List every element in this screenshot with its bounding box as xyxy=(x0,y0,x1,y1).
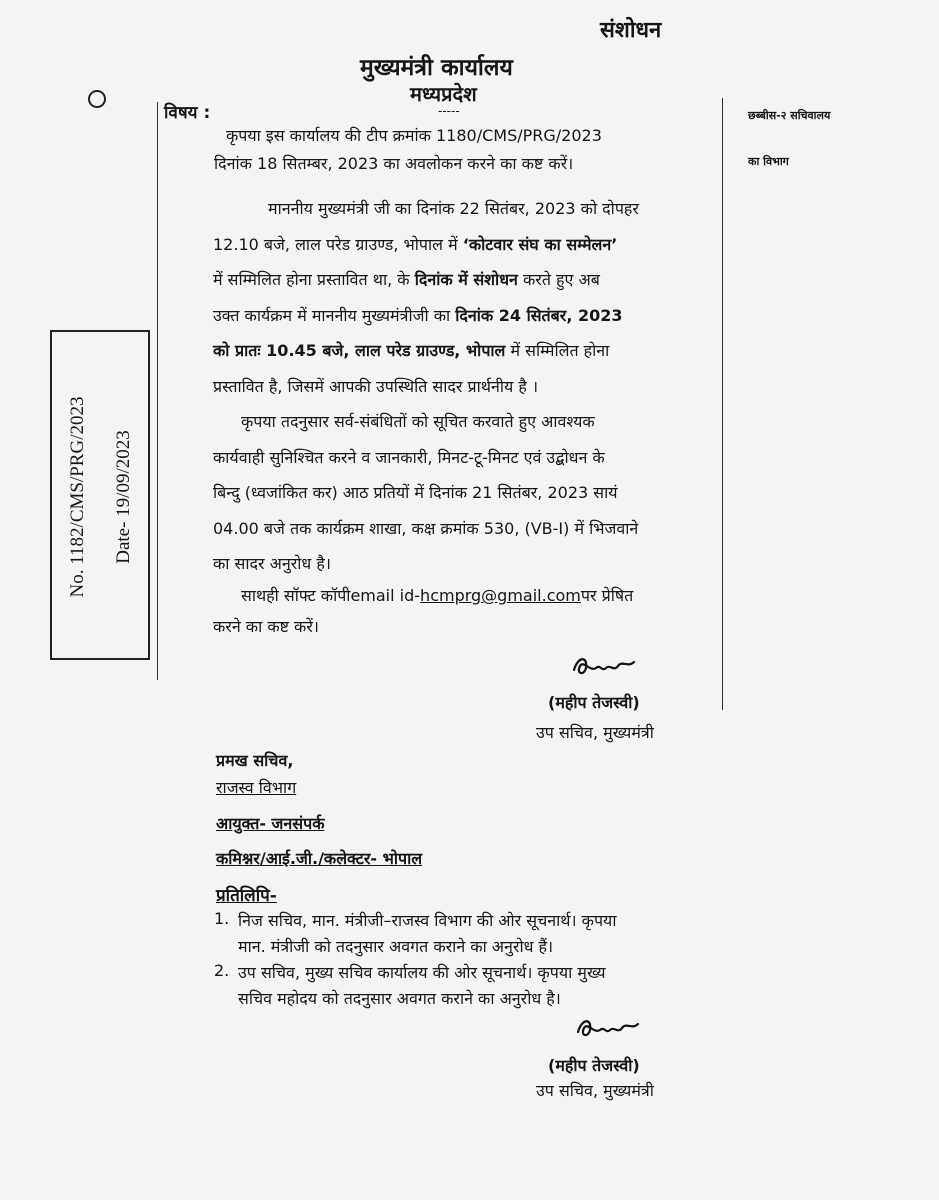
header-separator: ----- xyxy=(438,104,460,118)
p1-line-3c: करते हुए अब xyxy=(523,270,600,289)
dispatch-stamp xyxy=(50,330,150,660)
copy-item-2-line-2: सचिव महोदय को तदनुसार अवगत कराने का अनुरोध है। xyxy=(238,989,561,1008)
side-note-line-1: छब्बीस-२ सचिवालय xyxy=(748,109,831,122)
p1-event-name: ‘कोटवार संघ का सम्मेलन’ xyxy=(462,234,618,254)
copy-item-1-line-2: मान. मंत्रीजी को तदनुसार अवगत कराने का अनुरोध हैं। xyxy=(238,937,554,956)
paragraph-2 xyxy=(213,404,706,582)
p2-line-3: बिन्दु (ध्वजांकित कर) आठ प्रतियों में दिनांक 21 सितंबर, 2023 सायं xyxy=(213,483,618,502)
amendment-label: संशोधन xyxy=(600,18,662,43)
subject-line-1: कृपया इस कार्यालय की टीप क्रमांक 1180/CMS/PRG/2023 xyxy=(226,126,602,145)
p1-new-time-venue: को प्रातः 10.45 बजे, लाल परेड ग्राउण्ड, भोपाल xyxy=(213,341,506,360)
signatory-2-name: (महीप तेजस्वी) xyxy=(548,1056,640,1075)
recipient-3: कमिश्नर/आई.जी./कलेक्टर- भोपाल xyxy=(216,849,423,868)
p3-line-2: करने का कष्ट करें। xyxy=(213,617,319,636)
copy-label: प्रतिलिपि- xyxy=(216,886,277,906)
signatory-designation: उप सचिव, मुख्यमंत्री xyxy=(536,723,654,742)
p3-line-1b: पर प्रेषित xyxy=(580,586,634,605)
state-title: मध्यप्रदेश xyxy=(410,82,477,106)
office-title: मुख्यमंत्री कार्यालय xyxy=(360,55,513,81)
subject-label: विषय : xyxy=(164,103,211,123)
p1-line-3a: में सम्मिलित होना प्रस्तावित था, के xyxy=(213,270,410,289)
side-note-line-2: का विभाग xyxy=(748,155,789,168)
recipient-1-dept: राजस्व विभाग xyxy=(216,778,297,797)
p2-line-4: 04.00 बजे तक कार्यक्रम शाखा, कक्ष क्रमांक 530, (VB-I) में भिजवाने xyxy=(213,518,639,538)
p2-line-2: कार्यवाही सुनिश्चित करने व जानकारी, मिनट-टू-मिनट एवं उद्बोधन के xyxy=(213,447,605,467)
recipient-2: आयुक्त- जनसंपर्क xyxy=(216,814,325,833)
p1-line-4a: उक्त कार्यक्रम में माननीय मुख्यमंत्रीजी का xyxy=(213,305,451,325)
p1-new-date: दिनांक 24 सितंबर, 2023 xyxy=(455,305,623,325)
punch-hole xyxy=(88,90,106,108)
p1-line-6: प्रस्तावित है, जिसमें आपकी उपस्थिति सादर प्रार्थनीय है । xyxy=(213,376,539,396)
signature-2 xyxy=(574,1012,642,1044)
paragraph-3 xyxy=(213,580,706,642)
stamp-number: No. 1182/CMS/PRG/2023 xyxy=(67,396,88,598)
signature-1 xyxy=(570,648,640,682)
copy-item-2-line-1: उप सचिव, मुख्य सचिव कार्यालय की ओर सूचनार्थ। कृपया मुख्य xyxy=(238,963,606,982)
stamp-date: Date- 19/09/2023 xyxy=(113,430,134,564)
signatory-2-designation: उप सचिव, मुख्यमंत्री xyxy=(536,1081,654,1100)
recipient-1: प्रमख सचिव, xyxy=(216,751,294,770)
copy-item-1-line-1: निज सचिव, मान. मंत्रीजी–राजस्व विभाग की ओर सूचनार्थ। कृपया xyxy=(238,911,617,930)
p2-line-5: का सादर अनुरोध है। xyxy=(213,554,331,573)
p1-date-change: दिनांक में संशोधन xyxy=(414,270,518,289)
p1-line-5b: में सम्मिलित होना xyxy=(510,341,610,360)
p3-line-1a: साथही सॉफ्ट कॉपीemail id- xyxy=(241,586,421,605)
p1-line-2a: 12.10 बजे, लाल परेड ग्राउण्ड, भोपाल में xyxy=(213,234,458,254)
copy-item-1-number: 1. xyxy=(214,909,230,928)
copy-item-2-number: 2. xyxy=(214,961,230,980)
subject-line-2: दिनांक 18 सितम्बर, 2023 का अवलोकन करने का कष्ट करें। xyxy=(214,154,574,173)
right-margin-line xyxy=(722,98,723,710)
p2-line-1: कृपया तदनुसार सर्व-संबंधितों को सूचित करवाते हुए आवश्यक xyxy=(241,412,595,431)
p1-line-1: माननीय मुख्यमंत्री जी का दिनांक 22 सितंबर, 2023 को दोपहर xyxy=(268,199,639,218)
email-link[interactable]: hcmprg@gmail.com xyxy=(420,586,581,605)
left-margin-line xyxy=(157,102,158,680)
signatory-name: (महीप तेजस्वी) xyxy=(548,693,640,712)
paragraph-1 xyxy=(213,191,706,404)
